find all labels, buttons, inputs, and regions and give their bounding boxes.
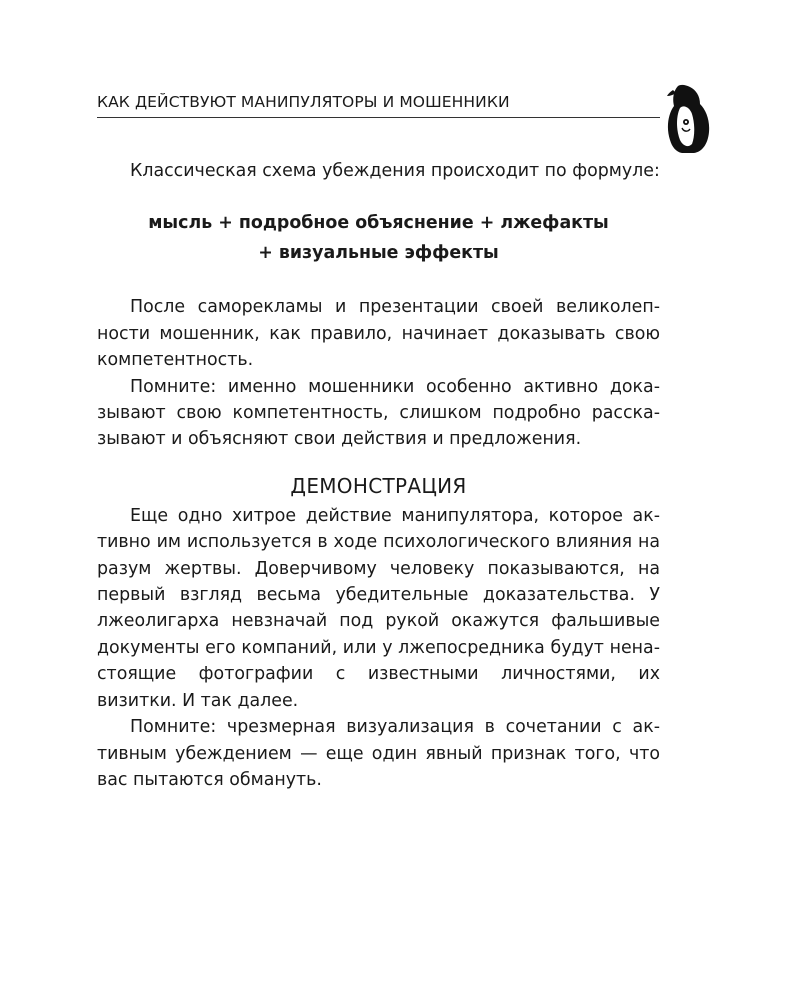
- formula-line-1: мысль + подробное объяснение + лжефакты: [148, 213, 609, 234]
- paragraph-remember-visualization: Помните: чрезмерная визуализация в сочетании с активным убеждением — еще один явный признак того, что вас пытаются обмануть.: [97, 717, 660, 790]
- paragraph-self-promotion: После саморекламы и презентации своей великолепности мошенник, как правило, начинает доказывать свою компетентность.: [97, 297, 660, 371]
- running-header: КАК ДЕЙСТВУЮТ МАНИПУЛЯТОРЫ И МОШЕННИКИ: [97, 93, 510, 111]
- formula-block: [97, 208, 660, 268]
- page-body: [97, 158, 660, 793]
- paragraph-demonstration: Еще одно хитрое действие манипулятора, которое активно им используется в ходе психологического влияния на разум жертвы. Доверчивому человеку показываются, на первый взгляд весьма убедительные доказательства. У лжеолигарха невзначай под рукой окажутся фальшивые документы его компаний, или у лжепосредника будут ненастоящие фотографии с известными личностями, их визитки. И так далее.: [97, 505, 660, 711]
- penguin-icon: [664, 84, 710, 154]
- intro-paragraph: Классическая схема убеждения происходит по формуле:: [130, 161, 660, 181]
- section-heading: ДЕМОНСТРАЦИЯ: [290, 473, 467, 498]
- formula-line-2: + визуальные эффекты: [258, 243, 499, 264]
- header-rule: [97, 117, 660, 118]
- paragraph-remember-competence: Помните: именно мошенники особенно активно доказывают свою компетентность, слишком подробно рассказывают и объясняют свои действия и предложения.: [97, 376, 660, 450]
